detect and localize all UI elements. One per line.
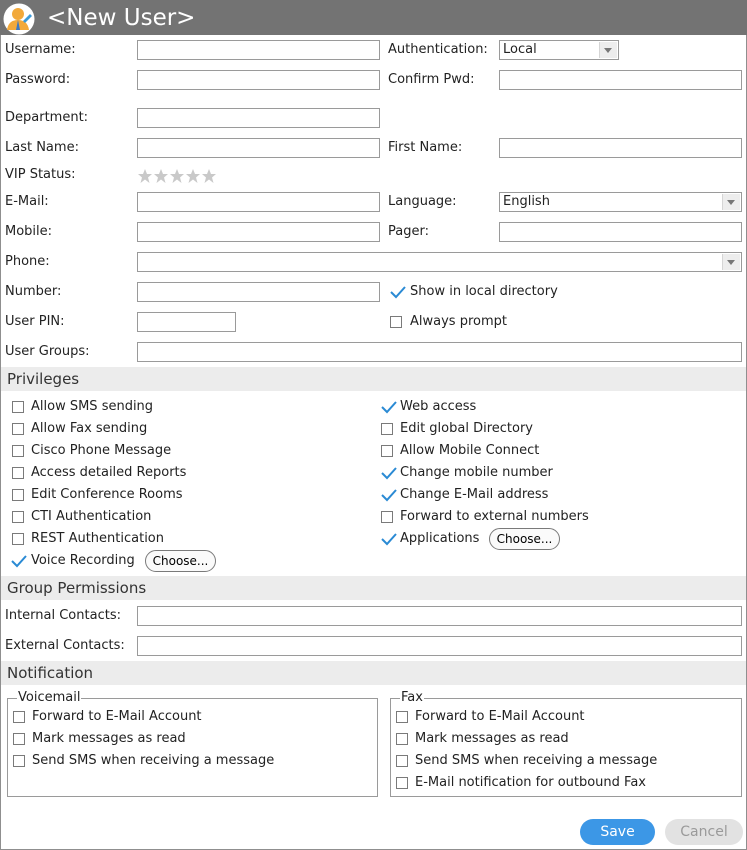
allow-fax-sending-checkbox[interactable] [12,423,24,435]
mobile-input[interactable] [137,222,380,242]
cisco-phone-message-label: Cisco Phone Message [31,443,172,458]
voicemail-legend: Voicemail [18,690,81,705]
allow-mobile-connect-checkbox[interactable] [381,445,393,457]
vip-star-icon[interactable] [154,169,168,183]
web-access-checkbox[interactable] [381,400,397,414]
phone-label: Phone: [5,254,50,269]
external-contacts-input[interactable] [137,636,742,656]
voice-recording-checkbox[interactable] [11,554,27,568]
firstname-label: First Name: [388,140,463,155]
group-permissions-title: Group Permissions [7,579,147,597]
vip-star-rating[interactable] [137,168,217,184]
change-mobile-number-label: Change mobile number [400,465,553,480]
voice-recording-choose-button[interactable]: Choose... [145,550,216,572]
group-permissions-header [1,576,746,600]
password-input[interactable] [137,70,380,90]
authentication-value: Local [503,42,537,57]
forward-external-numbers-checkbox[interactable] [381,511,393,523]
vm-forward-email-label: Forward to E-Mail Account [32,709,202,724]
vm-send-sms-label: Send SMS when receiving a message [32,753,275,768]
authentication-select[interactable] [499,40,619,60]
change-email-address-checkbox[interactable] [381,488,397,502]
allow-sms-sending-label: Allow SMS sending [31,399,154,414]
chevron-down-icon[interactable] [722,254,740,270]
authentication-label: Authentication: [388,42,488,57]
chevron-down-icon[interactable] [599,42,617,58]
allow-sms-sending-checkbox[interactable] [12,401,24,413]
vip-star-icon[interactable] [202,169,216,183]
lastname-label: Last Name: [5,140,79,155]
user-pin-label: User PIN: [5,314,65,329]
confirm-password-input[interactable] [499,70,742,90]
number-label: Number: [5,284,62,299]
department-input[interactable] [137,108,380,128]
email-label: E-Mail: [5,194,49,209]
user-groups-input[interactable] [137,342,742,362]
external-contacts-label: External Contacts: [5,638,125,653]
vm-send-sms-checkbox[interactable] [13,755,25,767]
window-title: <New User> [47,5,196,31]
fax-forward-email-checkbox[interactable] [396,711,408,723]
fax-forward-email-label: Forward to E-Mail Account [415,709,585,724]
email-input[interactable] [137,192,380,212]
show-local-directory-label: Show in local directory [410,284,558,299]
fax-send-sms-label: Send SMS when receiving a message [415,753,658,768]
vip-star-icon[interactable] [138,169,152,183]
change-mobile-number-checkbox[interactable] [381,466,397,480]
cti-authentication-checkbox[interactable] [12,511,24,523]
allow-fax-sending-label: Allow Fax sending [31,421,148,436]
access-detailed-reports-checkbox[interactable] [12,467,24,479]
user-groups-label: User Groups: [5,344,90,359]
vip-status-label: VIP Status: [5,167,76,182]
privileges-title: Privileges [7,370,80,388]
forward-external-numbers-label: Forward to external numbers [400,509,589,524]
chevron-down-icon[interactable] [722,194,740,210]
department-label: Department: [5,110,89,125]
vm-mark-read-label: Mark messages as read [32,731,186,746]
language-label: Language: [388,194,457,209]
pager-input[interactable] [499,222,742,242]
voice-recording-label: Voice Recording [31,553,135,568]
access-detailed-reports-label: Access detailed Reports [31,465,187,480]
firstname-input[interactable] [499,138,742,158]
applications-choose-button[interactable]: Choose... [489,528,560,550]
fax-outbound-notification-label: E-Mail notification for outbound Fax [415,775,646,790]
change-email-address-label: Change E-Mail address [400,487,549,502]
vip-star-icon[interactable] [186,169,200,183]
fax-mark-read-label: Mark messages as read [415,731,569,746]
pager-label: Pager: [388,224,429,239]
number-input[interactable] [137,282,380,302]
edit-global-directory-checkbox[interactable] [381,423,393,435]
applications-checkbox[interactable] [381,532,397,546]
language-select[interactable] [499,192,742,212]
fax-send-sms-checkbox[interactable] [396,755,408,767]
edit-global-directory-label: Edit global Directory [400,421,534,436]
edit-conference-rooms-label: Edit Conference Rooms [31,487,183,502]
phone-select[interactable] [137,252,742,272]
lastname-input[interactable] [137,138,380,158]
cti-authentication-label: CTI Authentication [31,509,152,524]
title-bar [0,0,747,35]
show-local-directory-checkbox[interactable] [390,285,406,299]
internal-contacts-input[interactable] [137,606,742,626]
vm-mark-read-checkbox[interactable] [13,733,25,745]
user-avatar-icon [3,3,35,35]
internal-contacts-label: Internal Contacts: [5,608,121,623]
always-prompt-label: Always prompt [410,314,507,329]
cancel-button[interactable]: Cancel [665,819,743,845]
username-input[interactable] [137,40,380,60]
mobile-label: Mobile: [5,224,53,239]
rest-authentication-checkbox[interactable] [12,533,24,545]
user-pin-input[interactable] [137,312,236,332]
rest-authentication-label: REST Authentication [31,531,165,546]
fax-legend: Fax [401,690,423,705]
allow-mobile-connect-label: Allow Mobile Connect [400,443,540,458]
confirm-password-label: Confirm Pwd: [388,72,475,87]
always-prompt-checkbox[interactable] [390,316,402,328]
applications-label: Applications [400,531,480,546]
vip-star-icon[interactable] [170,169,184,183]
save-button[interactable]: Save [580,819,655,845]
fax-outbound-notification-checkbox[interactable] [396,777,408,789]
password-label: Password: [5,72,71,87]
fax-mark-read-checkbox[interactable] [396,733,408,745]
vm-forward-email-checkbox[interactable] [13,711,25,723]
language-value: English [503,194,550,209]
cisco-phone-message-checkbox[interactable] [12,445,24,457]
username-label: Username: [5,42,76,57]
notification-header [1,661,746,685]
notification-title: Notification [7,664,94,682]
privileges-header [1,367,746,391]
edit-conference-rooms-checkbox[interactable] [12,489,24,501]
web-access-label: Web access [400,399,477,414]
